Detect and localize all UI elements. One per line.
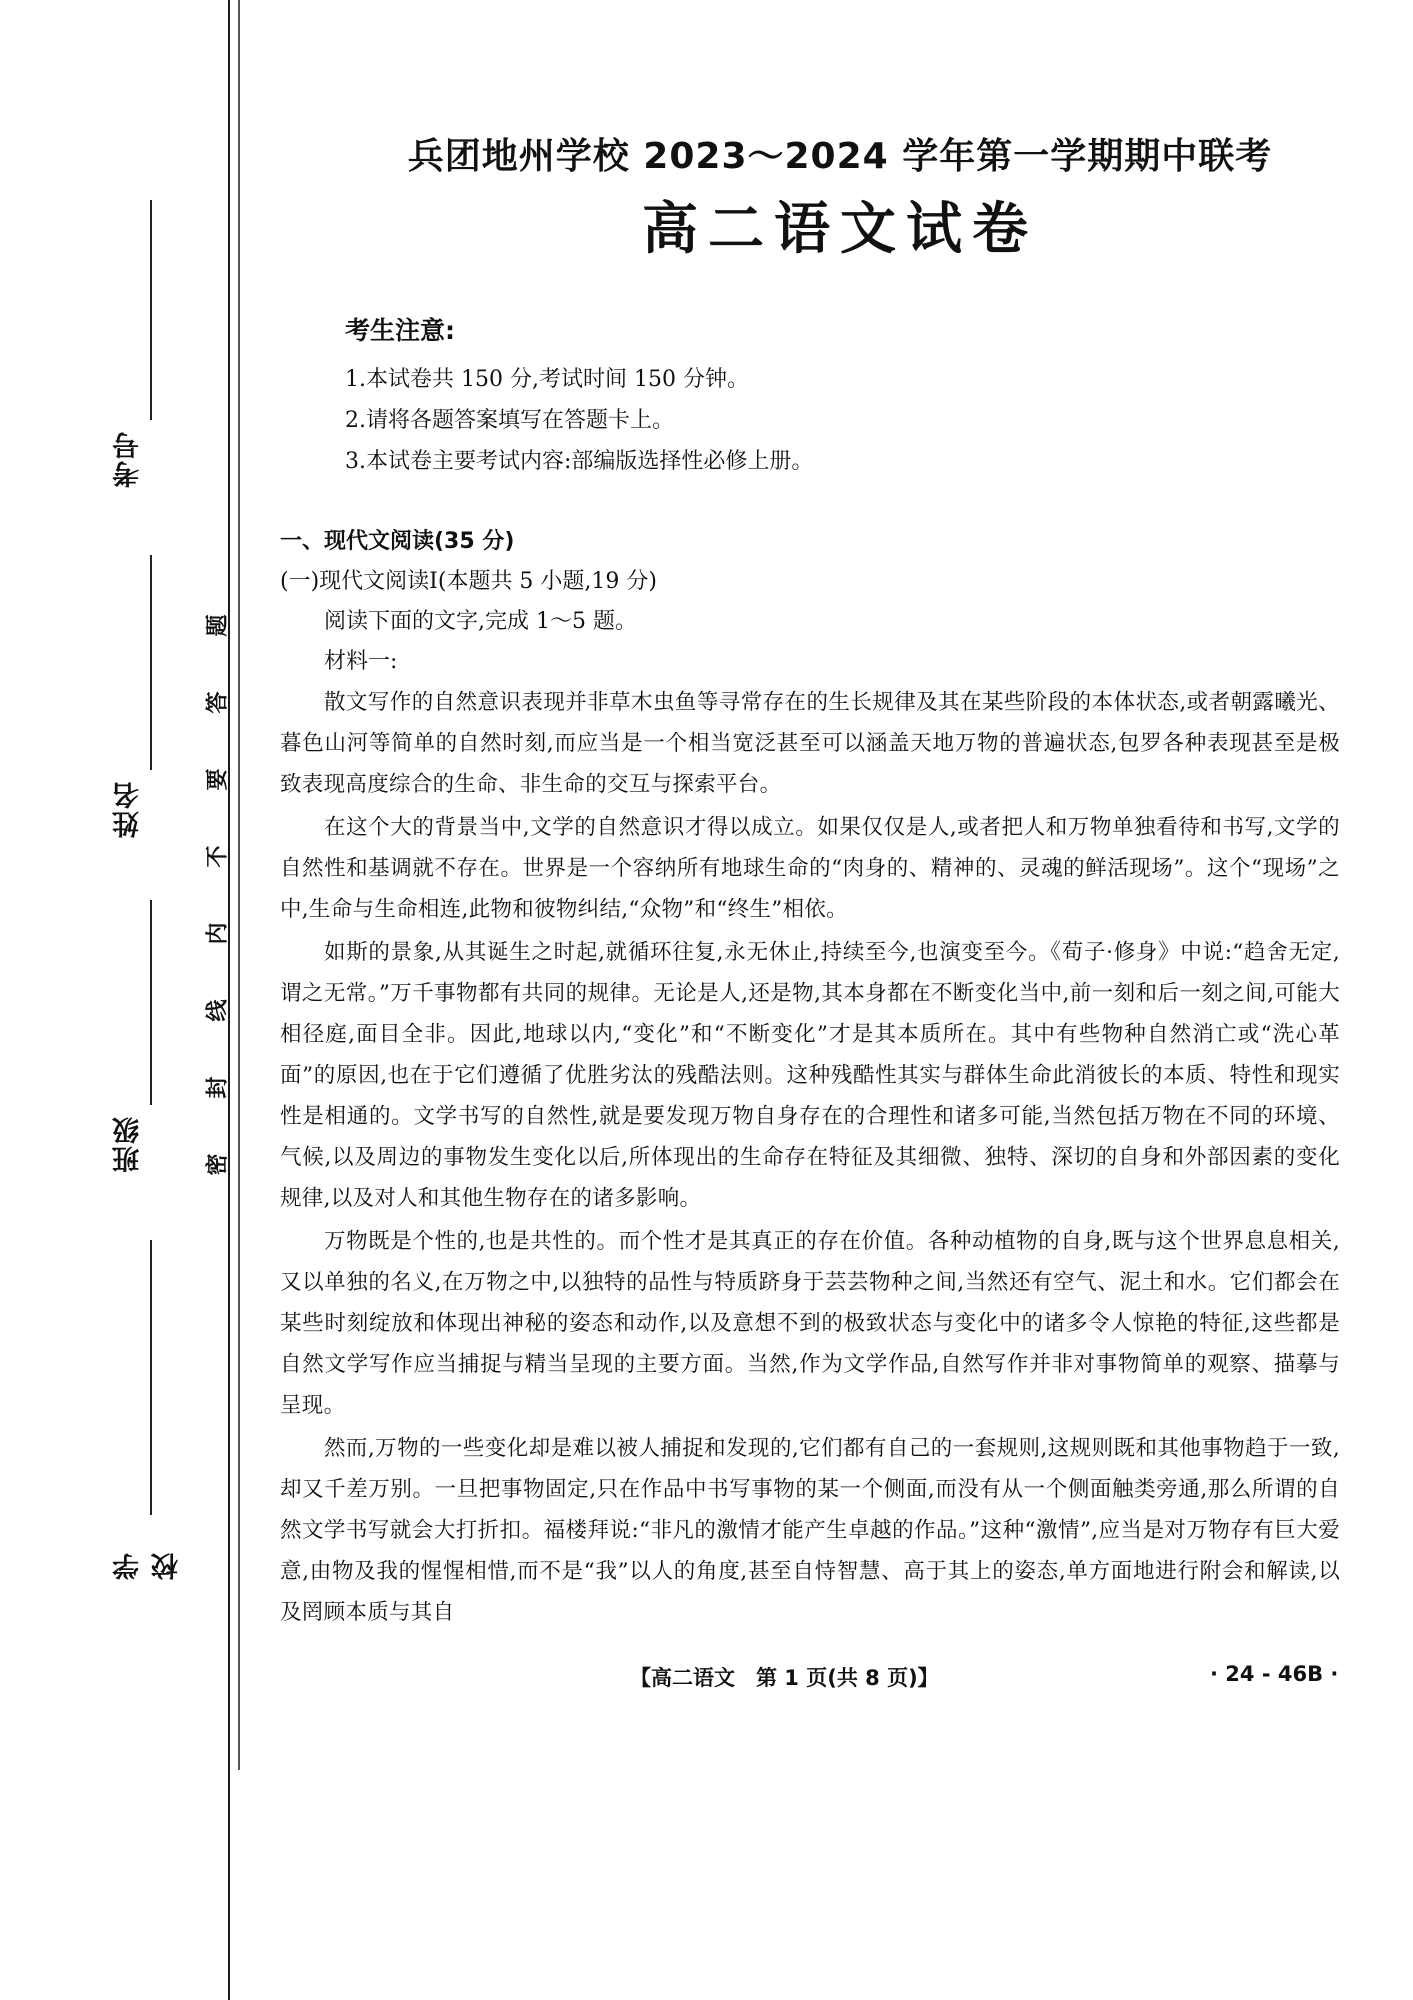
school-label: 学校 <box>113 1551 183 1580</box>
seal-char: 答 <box>205 691 231 714</box>
name-label: 姓名 <box>113 780 144 838</box>
seal-char: 题 <box>205 614 231 637</box>
paper-code: · 24 - 46B · <box>1210 1662 1339 1686</box>
school-field[interactable] <box>95 1240 183 1580</box>
section-title: 一、现代文阅读(35 分) <box>280 529 515 554</box>
exam-subtitle: 高二语文试卷 <box>642 197 1038 262</box>
material-label: 材料一: <box>324 649 398 674</box>
page-number: 【高二语文 第 1 页(共 8 页)】 <box>630 1666 939 1690</box>
class-field[interactable] <box>95 900 165 1200</box>
seal-line-notice <box>196 610 236 1180</box>
passage-paragraph: 如斯的景象,从其诞生之时起,就循环往复,永无休止,持续至今,也演变至今。《荀子·修身》中说:“趋舍无定,谓之无常。”万千事物都有共同的规律。无论是人,还是物,其本身都在不断变化当中,前一刻和后一刻之间,可能大相径庭,面目全非。因此,地球以内,“变化”和“不断变化”才是其本质所在。其中有些物种自然消亡或“洗心革面”的原因,也在于它们遵循了优胜劣汰的残酷法则。这种残酷性其实与群体生命此消彼长的本质、特性和现实性是相通的。文学书写的自然性,就是要发现万物自身存在的合理性和诸多可能,当然包括万物在不同的环境、气候,以及周边的事物发生变化以后,所体现出的生命存在特征及其细微、独特、深切的自身和外部因素的变化规律,以及对人和其他生物存在的诸多影响。 <box>280 940 1340 1211</box>
seal-char: 密 <box>205 1153 231 1176</box>
binding-margin <box>0 0 235 2000</box>
section-subtitle: (一)现代文阅读Ⅰ(本题共 5 小题,19 分) <box>280 569 657 594</box>
class-label: 班级 <box>113 1115 144 1173</box>
seal-char: 要 <box>205 768 231 791</box>
seal-char: 不 <box>205 845 231 868</box>
notice-title: 考生注意: <box>345 316 455 345</box>
margin-inner-line <box>238 0 240 1770</box>
notice-item: 2.请将各题答案填写在答题卡上。 <box>345 408 674 433</box>
passage-paragraph: 然而,万物的一些变化却是难以被人捕捉和发现的,它们都有自己的一套规则,这规则既和其他事物趋于一致,却又千差万别。一旦把事物固定,只在作品中书写事物的某一个侧面,而没有从一个侧面触类旁通,那么所谓的自然文学书写就会大打折扣。福楼拜说:“非凡的激情才能产生卓越的作品。”这种“激情”,应当是对万物存有巨大爱意,由物及我的惺惺相惜,而不是“我”以人的角度,甚至自恃智慧、高于其上的姿态,单方面地进行附会和解读,以及罔顾本质与其自 <box>280 1436 1340 1625</box>
page-footer <box>0 1662 1413 1692</box>
reading-instruction: 阅读下面的文字,完成 1～5 题。 <box>324 609 637 634</box>
name-field[interactable] <box>95 555 165 855</box>
passage-paragraph: 在这个大的背景当中,文学的自然意识才得以成立。如果仅仅是人,或者把人和万物单独看待和书写,文学的自然性和基调就不存在。世界是一个容纳所有地球生命的“肉身的、精神的、灵魂的鲜活现场”。这个“现场”之中,生命与生命相连,此物和彼物纠结,“众物”和“终生”相依。 <box>280 815 1340 922</box>
seal-char: 内 <box>205 922 231 945</box>
passage-paragraph: 散文写作的自然意识表现并非草木虫鱼等寻常存在的生长规律及其在某些阶段的本体状态,或者朝露曦光、暮色山河等简单的自然时刻,而应当是一个相当宽泛甚至可以涵盖天地万物的普遍状态,包罗各种表现甚至是极致表现高度综合的生命、非生命的交互与探索平台。 <box>280 690 1340 797</box>
notice-item: 3.本试卷主要考试内容:部编版选择性必修上册。 <box>345 449 814 474</box>
exam-number-field[interactable] <box>95 200 165 500</box>
candidate-notice <box>345 311 1340 482</box>
exam-page-content <box>280 128 1340 1635</box>
passage-paragraph: 万物既是个性的,也是共性的。而个性才是其真正的存在价值。各种动植物的自身,既与这个世界息息相关,又以单独的名义,在万物之中,以独特的品性与特质跻身于芸芸物种之间,当然还有空气、泥土和水。它们都会在某些时刻绽放和体现出神秘的姿态和动作,以及意想不到的极致状态与变化中的诸多令人惊艳的特征,这些都是自然文学写作应当捕捉与精当呈现的主要方面。当然,作为文学作品,自然写作并非对事物简单的观察、描摹与呈现。 <box>280 1229 1340 1418</box>
exam-title: 兵团地州学校 2023～2024 学年第一学期期中联考 <box>407 136 1273 177</box>
notice-item: 1.本试卷共 150 分,考试时间 150 分钟。 <box>345 367 749 392</box>
seal-char: 线 <box>205 999 231 1022</box>
seal-char: 封 <box>205 1076 231 1099</box>
exam-number-label: 考号 <box>113 430 144 488</box>
